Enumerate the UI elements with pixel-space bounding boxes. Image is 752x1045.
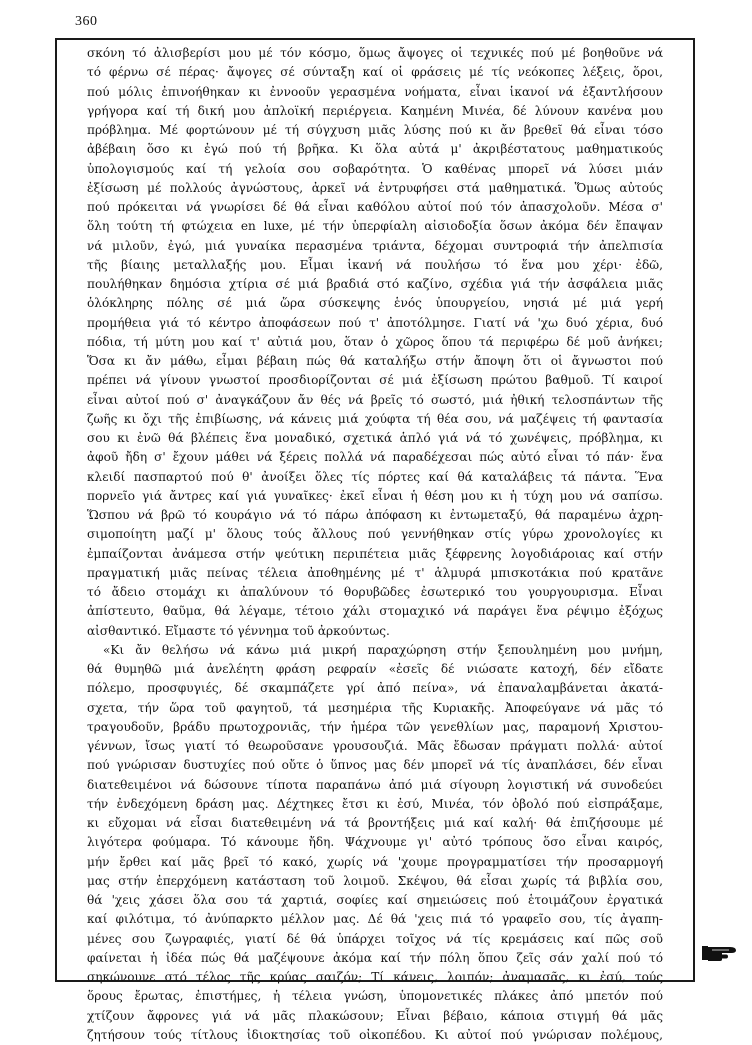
- text-line: ἀβέβαιη ὅσο κι ἐγώ πού τή βρῆκα. Κι ὅλα αὐτά μ' ἀκριβέστατους μαθηματικούς: [87, 142, 663, 157]
- text-line: «Κι ἄν θελήσω νά κάνω μιά μικρή παραχώρηση στήν ξεπουλημένη μου μνήμη,: [103, 642, 663, 657]
- text-line: τό φέρνω σέ πέρας· ἄψογες σέ σύνταξη καί οἱ φράσεις μέ τίς νεόκοπες λέξεις, ὅροι,: [87, 65, 663, 80]
- text-line: σου κι ἐνῶ θά βλέπεις ἕνα μοναδικό, σχετικά ἁπλό γιά νά τό χωνέψεις, πρόβλημα, κι: [87, 431, 663, 445]
- text-line: Ὅσα κι ἄν μάθω, εἶμαι βέβαιη πώς θά καταλήξω στήν ἄποψη ὅτι οἱ ἄγνωστοι πού: [87, 354, 663, 368]
- text-line: ζωῆς κι ὄχι τῆς ἐπιβίωσης, νά κάνεις μιά χούφτα τή θέα σου, νά μαζέψεις τή φαντασία: [87, 411, 663, 426]
- text-line: ὅλη τούτη τή φτώχεια en luxe, μέ τήν ὑπερφίαλη αἰσιοδοξία ὅσων ἀκόμα δέν ἔπαψαν: [87, 219, 663, 234]
- text-line: νά μιλοῦν, ἐγώ, μιά γυναίκα περασμένα τριάντα, δέχομαι συντροφιά τήν ἀπελπισία: [87, 238, 663, 253]
- text-line: καί φιλότιμα, τό ἀνύπαρκτο μέλλον μας. Δέ θά 'χεις πιά τό γραφεῖο σου, τίς ἀγαπη-: [87, 912, 663, 927]
- text-line: πόδια, τή μύτη μου καί τ' αὐτιά μου, ὅταν ὁ χῶρος ὅπου τά περιφέρω δέ μοῦ ἀνήκει;: [87, 334, 663, 349]
- text-line: μήν ἔρθει καί μᾶς βρεῖ τό κακό, χωρίς νά 'χουμε προγραμματίσει τήν προσαρμογή: [87, 854, 663, 869]
- text-line: πού γνώρισαν δυστυχίες πού οὔτε ὁ ὕπνος μας δέν μπορεῖ νά τίς ἀναπλάσει, δέν εἶναι: [87, 758, 663, 773]
- text-line: προμήθεια γιά τό κέντρο ἀποφάσεων πού τ' ἀποτόλμησε. Γιατί νά 'χω δυό χέρια, δυό: [87, 315, 663, 330]
- text-line: πού πρόκειται νά γνωρίσει δέ θά εἶναι καθόλου αὐτοί πού τόν ἀπασχολοῦν. Μέσα σ': [87, 200, 663, 214]
- pointing-hand-icon: [700, 942, 740, 964]
- text-line: ἐμπαίζονται ἀνάμεσα στήν ψεύτικη περιπέτεια μιᾶς ξέφρενης λογοδιάροιας καί στήν: [87, 546, 663, 561]
- page-number: 360: [75, 14, 98, 29]
- text-line: ὁλόκληρης πόλης σέ μιά ὥρα σύσκεψης ἑνός ὑπουργείου, νησιά μέ μιά γερή: [87, 296, 663, 311]
- text-line: εἶναι αὐτοί πού σ' ἀναγκάζουν ἄν θές νά βρεῖς τό σωστό, μιά ἠθική τελοσπάντων τῆς: [87, 392, 663, 407]
- text-line: τραγουδοῦν, βράδυ πρωτοχρονιᾶς, τήν ἡμέρα τῶν γενεθλίων μας, παραμονή Χριστου-: [87, 719, 663, 734]
- text-line: πραγματική μιᾶς πείνας τέλεια ἀποθημένης μέ τ' ἁλμυρά μπισκοτάκια πού κρατᾶνε: [87, 565, 663, 580]
- text-line: ὑπολογισμούς καί τή γελοία σου σοβαρότητα. Ὁ καθένας μπορεῖ νά λύσει μιάν: [87, 161, 663, 176]
- text-line: σκόνη τό ἀλισβερίσι μου μέ τόν κόσμο, ὅμως ἄψογες οἱ τεχνικές πού μέ βοηθοῦνε νά: [87, 46, 663, 60]
- text-line: γρήγορα καί τή δική μου ἀπλοϊκή περιέργεια. Καημένη Μινέα, δέ λύνουν κανένα μου: [87, 103, 663, 118]
- text-line: σχετα, τήν ὥρα τοῦ φαγητοῦ, τά μεσημέρια τῆς Κυριακῆς. Ἀποφεύγανε νά μᾶς τό: [87, 700, 663, 715]
- text-line: μένες σου ζωγραφιές, γιατί δέ θά ὑπάρχει τοῖχος νά τίς κρεμάσεις καί πῶς σοῦ: [87, 931, 663, 946]
- text-line: πρόβλημα. Μέ φορτώνουν μέ τή σύγχυση μιᾶς λύσης πού κι ἄν βρεθεῖ θά εἶναι τόσο: [87, 123, 663, 137]
- text-line: μας στήν ἐπερχόμενη κατάσταση τοῦ λοιμοῦ. Σκέψου, θά εἶσαι χωρίς τά βιβλία σου,: [87, 873, 663, 888]
- text-line: ζητήσουν τούς τίτλους ἰδιοκτησίας τοῦ οἰκοπέδου. Κι αὐτοί πού γνώρισαν πολέμους,: [87, 1027, 663, 1042]
- text-line: αἰσθαντικό. Εἴμαστε τό γέννημα τοῦ ἀρκούντως.: [87, 623, 390, 638]
- text-line: ἀπίστευτο, θαῦμα, θά λέγαμε, τέτοιο χάλι στομαχικό νά παράγει ἕνα ρέψιμο ἐξόχως: [87, 604, 663, 619]
- text-line: κι εὔχομαι νά εἶσαι διατεθειμένη νά τά βροντήξεις μιά καί καλή· θά ἐπιζήσουμε μέ: [87, 816, 663, 830]
- text-line: λιγότερα φούμαρα. Τό κάνουμε ἤδη. Ψάχνουμε γι' αὐτό τρόπους ὅσο εἶναι καιρός,: [87, 835, 663, 850]
- text-line: πουλήθηκαν δημόσια χτίρια σέ μιά βραδιά στό καζίνο, σχέδια γιά τήν ἀσφάλεια μιᾶς: [87, 277, 663, 291]
- text-line: γέννων, ἴσως γιατί τό θεωροῦσανε γρουσουζιά. Μᾶς ἔδωσαν πράγματι πολλά· αὐτοί: [87, 739, 663, 753]
- text-line: ἀφοῦ ἤδη σ' ἔχουν μάθει νά ξέρεις πολλά νά παραδέχεσαι πώς αὐτό εἶναι τό πάν· ἕνα: [87, 450, 663, 465]
- body-text: [87, 44, 663, 1045]
- text-line: φαίνεται ἡ ἰδέα πώς θά μαζέψουνε ἀκόμα καί τήν πόλη ὅπου ζεῖς σάν χαλί πού τό: [87, 950, 663, 965]
- text-line: διατεθειμένοι νά δώσουνε τίποτα παραπάνω ἀπό μιά σίγουρη λογιστική νά συνοδεύει: [87, 777, 663, 792]
- text-line: ἐξίσωση μέ πολλούς ἀγνώστους, ἀρκεῖ νά ἐντρυφήσει στά μαθηματικά. Ὅμως αὐτούς: [87, 180, 663, 195]
- text-line: τήν ἐνδεχόμενη δράση μας. Δέχτηκες ἔτσι κι ἐσύ, Μινέα, τόν ὀβολό πού εἰσπράξαμε,: [87, 796, 663, 811]
- text-line: πόλεμο, προσφυγιές, δέ σκαμπάζετε γρί ἀπό πείνα», νά ἐπαναλαμβάνεται ἀκατά-: [87, 681, 663, 696]
- text-line: τῆς βίαιης μεταλλαξής μου. Εἶμαι ἱκανή νά πουλήσω τό ἕνα μου χέρι· ἐδῶ,: [87, 257, 663, 272]
- text-line: σιμοποίητη μαζί μ' ὅλους τούς ἄλλους πού γεννήθηκαν στίς γύρω χρονολογίες κι: [87, 527, 663, 542]
- text-line: Ὥσπου νά βρῶ τό κουράγιο νά τό πάρω ἀπόφαση κι ἐντωμεταξύ, θά παραμένω ἀχρη-: [87, 508, 663, 522]
- text-line: θά θυμηθῶ μιά ἀνελέητη φράση ρεφραίν «ἐσεῖς δέ νιώσατε κατοχή, δέν εἴδατε: [87, 662, 663, 676]
- text-line: θά 'χεις χάσει ὅλα σου τά χαρτιά, σοφίες καί σημειώσεις πού ἑτοιμάζουν ἐργατικά: [87, 893, 663, 907]
- text-line: πού μόλις ἐπινοήθηκαν κι ἐννοοῦν γερασμένα νοήματα, εἶναι ἱκανοί νά ἐξαντλήσουν: [87, 84, 663, 99]
- text-line: χτίζουν ἄφρονες γιά νά μᾶς πλακώσουν; Εἶναι βέβαιο, κάποια στιγμή θά μᾶς: [87, 1008, 663, 1023]
- text-line: σηκώνουνε στό τέλος τῆς κρύας σαιζόν; Τί κάνεις, λοιπόν; ἀναμασᾶς, κι ἐσύ, τούς: [87, 970, 663, 984]
- text-line: ὅρους ἔρωτας, ἐπιστήμες, ἡ τέλεια γνώση, ὑπομονετικές πλάκες ἀπό μπετόν πού: [87, 989, 663, 1004]
- text-line: τό ἄδειο στομάχι κι ἀπαλύνουν τό θορυβῶδες ἐσωτερικό του γουργουρισμα. Εἶναι: [87, 585, 663, 599]
- text-line: κλειδί πασπαρτού πού θ' ἀνοίξει ὅλες τίς πόρτες καί θά καταλάβεις τά πάντα. Ἕνα: [87, 469, 663, 484]
- text-line: πορνεῖο γιά ἄντρες καί γιά γυναῖκες· ἐκεῖ εἶναι ἡ θέση μου κι ἡ τύχη μου νά σαπίσω.: [87, 488, 663, 503]
- text-line: πρέπει νά γίνουν γνωστοί προσδιορίζονται σέ μιά ἐξίσωση πρώτου βαθμοῦ. Τί καιροί: [87, 373, 663, 388]
